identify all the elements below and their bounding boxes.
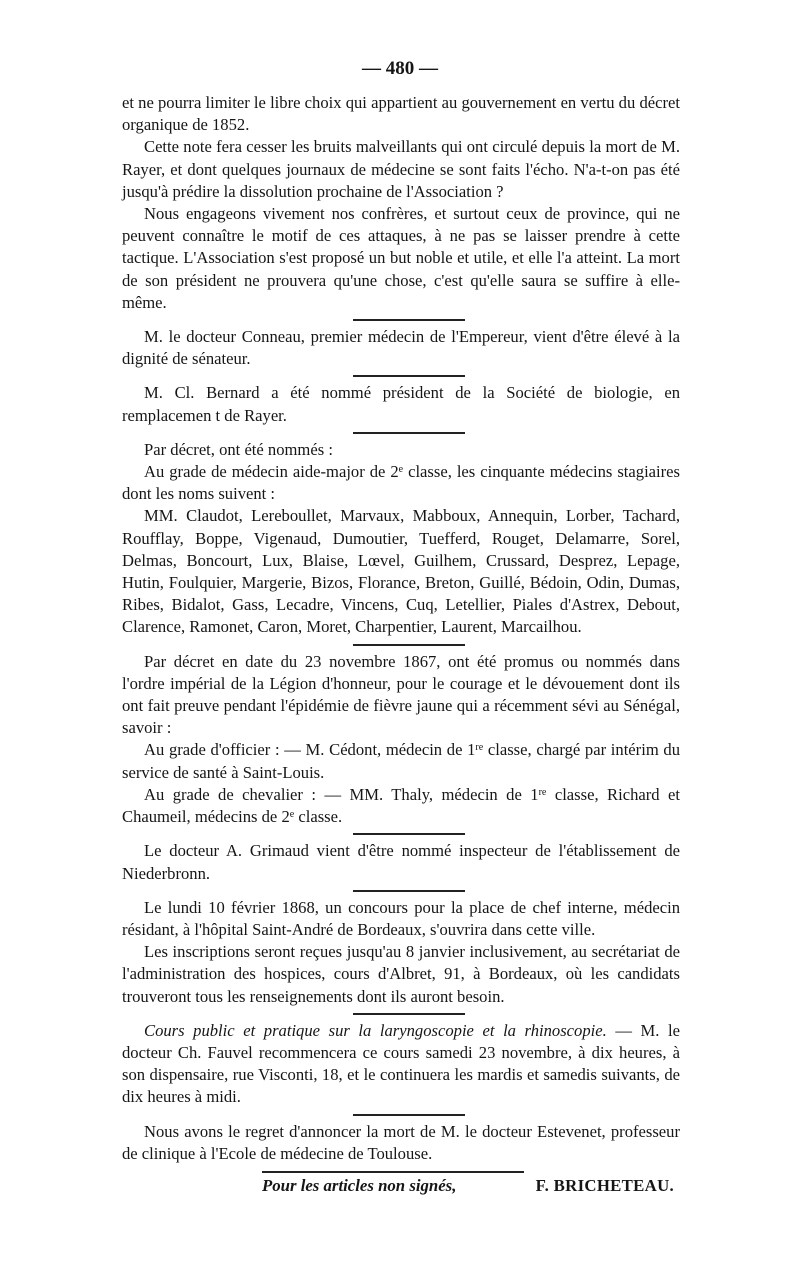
section-divider [353,833,465,835]
paragraph-decree: Par décret, ont été nommés : [144,439,333,459]
signature-author: F. BRICHETEAU. [535,1175,674,1195]
text-run: — M. le docteur Ch. Fauvel recommencera ce cours samedi 23 novembre, à dix heures, à son dispensaire, rue Visconti, 18, et le continuera les mardis et samedis suivants, de dix heures à midi. [122,1020,680,1107]
paragraph-conneau: M. le docteur Conneau, premier médecin de l'Empereur, vient d'être élevé à la dignité de sénateur. [122,327,680,369]
paragraph-officier [122,739,680,783]
section-divider [353,319,465,321]
paragraph-aide-major [122,461,680,505]
paragraph-estevenet: Nous avons le regret d'annoncer la mort de M. le docteur Estevenet, professeur de clinique à l'Ecole de médecine de Toulouse. [122,1121,680,1163]
signature-line [262,1175,680,1199]
section-divider [353,375,465,377]
paragraph-legion-honneur: Par décret en date du 23 novembre 1867, ont été promus ou nommés dans l'ordre impérial de la Légion d'honneur, pour le courage et le dévouement dont ils ont fait preuve pendant l'épidémie de fièvre jaune qui a récemment sévi au Sénégal, savoir : [122,651,680,738]
page-number: — 480 — [362,58,438,79]
paragraph-continuation: et ne pourra limiter le libre choix qui appartient au gouvernement en vertu du décret organique de 1852. [122,93,680,135]
course-title: Cours public et pratique sur la laryngoscopie et la rhinoscopie. [144,1020,607,1040]
section-divider [353,1013,465,1015]
text-run: classe. [294,807,343,827]
superscript: re [475,742,484,754]
text-run: Au grade d'officier : — M. Cédont, médecin de 1 [144,740,476,760]
paragraph-chevalier [122,784,680,828]
text-run: classe, Richard et Chaumeil, médecins de 2 [122,784,680,827]
paragraph-names-list: MM. Claudot, Lereboullet, Marvaux, Mabboux, Annequin, Lorber, Tachard, Roufflay, Boppe, Vigenaud, Dumoutier, Tuefferd, Rouget, Delamarre, Sorel, Delmas, Boncourt, Lux, Blaise, Lœvel, Guilhem, Crussard, Desprez, Lepage, Hutin, Foulquier, Margerie, Bizos, Florance, Breton, Guillé, Bédoin, Odin, Dumas, Ribes, Bidalot, Gass, Lecadre, Vincens, Cuq, Letellier, Piales d'Astrex, Debout, Clarence, Ramonet, Caron, Moret, Charpentier, Laurent, Marcailhou. [122,506,680,637]
superscript: e [398,464,404,476]
section-divider [353,890,465,892]
text-column [122,92,680,1199]
signature-note: Pour les articles non signés, [262,1175,457,1195]
section-divider [353,432,465,434]
paragraph-grimaud: Le docteur A. Grimaud vient d'être nommé inspecteur de l'établissement de Niederbronn. [122,841,680,883]
section-divider [353,1114,465,1116]
superscript: re [538,786,547,798]
paragraph-inscriptions: Les inscriptions seront reçues jusqu'au 8 janvier inclusivement, au secrétariat de l'administration des hospices, cours d'Albret, 91, à Bordeaux, où les candidats trouveront tous les renseignements dont ils auront besoin. [122,942,680,1006]
text-run: Au grade de chevalier : — MM. Thaly, médecin de 1 [144,784,539,804]
paragraph-rumors: Cette note fera cesser les bruits malveillants qui ont circulé depuis la mort de M. Rayer, et dont quelques journaux de médecine se sont faits l'écho. N'a-t-on pas été jusqu'à prédire la dissolution prochaine de l'Association ? [122,137,680,201]
paragraph-concours: Le lundi 10 février 1868, un concours pour la place de chef interne, médecin résidant, à l'hôpital Saint-André de Bordeaux, s'ouvrira dans cette ville. [122,897,680,939]
text-run: Au grade de médecin aide-major de 2 [144,462,399,482]
superscript: e [289,809,295,821]
signature-divider [262,1171,524,1173]
text-run: classe, chargé par intérim du service de santé à Saint-Louis. [122,740,680,782]
paragraph-cours-public [122,1020,680,1109]
section-divider [353,644,465,646]
paragraph-association: Nous engageons vivement nos confrères, et surtout ceux de province, qui ne peuvent connaître le motif de ces attaques, à ne pas se laisser prendre à cette tactique. L'Association s'est proposé un but noble et utile, et elle l'a atteint. La mort de son président ne prouvera qu'une chose, c'est qu'elle saura se suffire à elle-même. [122,204,680,312]
paragraph-bernard: M. Cl. Bernard a été nommé président de la Société de biologie, en remplacemen t de Rayer. [122,383,680,425]
text-run: classe, les cinquante médecins stagiaires dont les noms suivent : [122,462,680,504]
